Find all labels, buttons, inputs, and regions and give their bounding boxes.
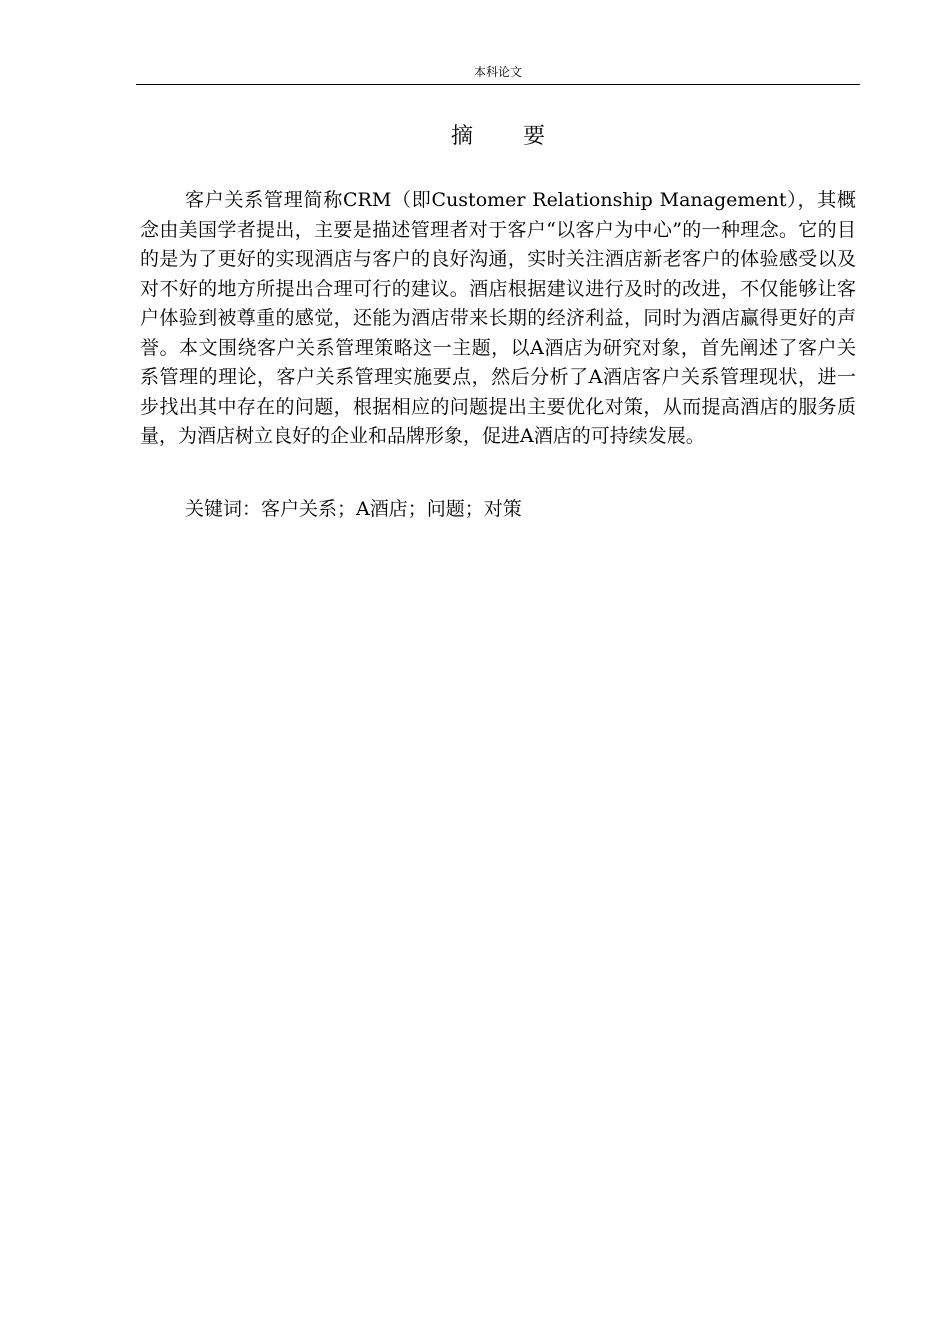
abstract-title: 摘要 bbox=[450, 124, 595, 149]
abstract-body: 客户关系管理简称CRM（即Customer Relationship Management），其概念由美国学者提出，主要是描述管理者对于客户“以客户为中心”的一种理念。它的目的是为了更好的实现酒店与客户的良好沟通，实时关注酒店新老客户的体验感受以及对不好的地方所提出合理可行的建议。酒店根据建议进行及时的改进，不仅能够让客户体验到被尊重的感觉，还能为酒店带来长期的经济利益，同时为酒店赢得更好的声誉。本文围绕客户关系管理策略这一主题，以A酒店为研究对象，首先阐述了客户关系管理的理论，客户关系管理实施要点，然后分析了A酒店客户关系管理现状，进一步找出其中存在的问题，根据相应的问题提出主要优化对策，从而提高酒店的服务质量，为酒店树立良好的企业和品牌形象，促进A酒店的可持续发展。 bbox=[140, 189, 856, 447]
keywords-line: 关键词：客户关系；A酒店；问题；对策 bbox=[185, 498, 522, 520]
page-header bbox=[136, 62, 860, 85]
running-title: 本科论文 bbox=[473, 65, 522, 79]
